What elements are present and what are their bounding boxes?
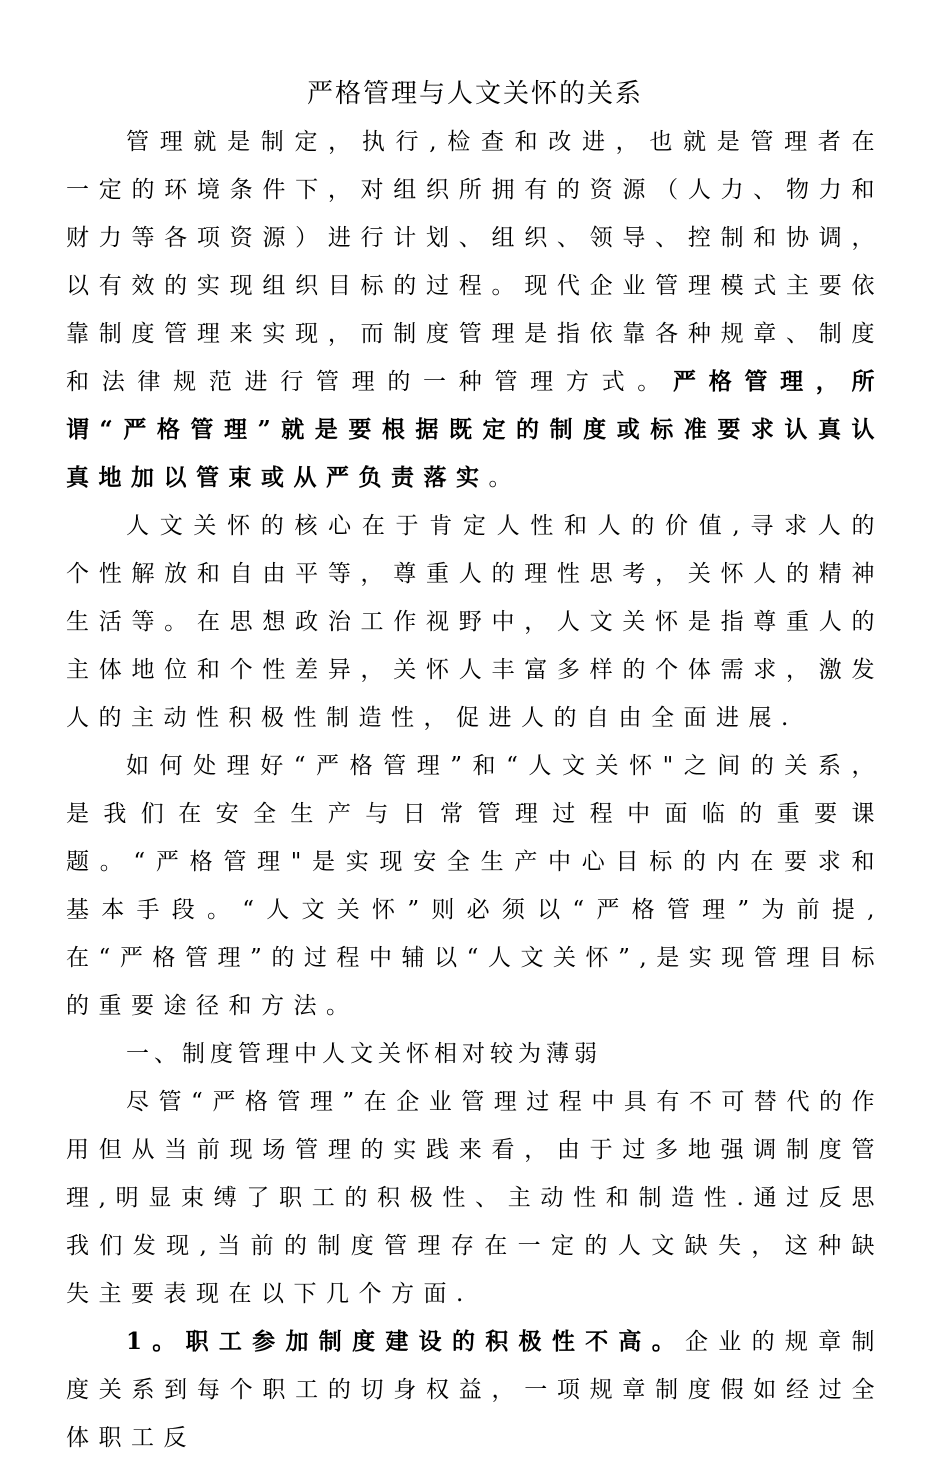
document-page	[66, 70, 884, 1462]
paragraph-text: 企业的规章制度关系到每个职工的切身权益，一项规章制度假如经过全体职工反	[66, 1329, 884, 1451]
paragraph-humanistic-care: 人文关怀的核心在于肯定人性和人的价值,寻求人的个性解放和自由平等，尊重人的理性思考，关怀人的精神生活等。在思想政治工作视野中，人文关怀是指尊重人的主体地位和个性差异，关怀人丰富多样的个体需求，激发人的主动性积极性制造性，促进人的自由全面进展.	[66, 513, 884, 731]
section-heading-1: 一、制度管理中人文关怀相对较为薄弱	[126, 1041, 602, 1067]
paragraph-management-definition	[66, 118, 884, 502]
paragraph-point-1	[66, 1318, 884, 1462]
paragraph-relationship: 如何处理好“严格管理”和“人文关怀"之间的关系，是我们在安全生产与日常管理过程中面临的重要课题。“严格管理"是实现安全生产中心目标的内在要求和基本手段。“人文关怀”则必须以“严格管理”为前提,在“严格管理”的过程中辅以“人文关怀”,是实现管理目标的重要途径和方法。	[66, 753, 884, 1019]
paragraph-tail: 。	[488, 465, 521, 491]
bold-point-1-title: 1。职工参加制度建设的积极性不高。	[126, 1328, 686, 1355]
paragraph-weakness: 尽管“严格管理”在企业管理过程中具有不可替代的作用但从当前现场管理的实践来看，由于过多地强调制度管理,明显束缚了职工的积极性、主动性和制造性.通过反思我们发现,当前的制度管理存在一定的人文缺失，这种缺失主要表现在以下几个方面.	[66, 1089, 884, 1307]
document-title: 严格管理与人文关怀的关系	[306, 79, 643, 109]
paragraph-text: 管理就是制定，执行,检查和改进，也就是管理者在一定的环境条件下，对组织所拥有的资源（人力、物力和财力等各项资源）进行计划、组织、领导、控制和协调，以有效的实现组织目标的过程。现代企业管理模式主要依靠制度管理来实现，而制度管理是指依靠各种规章、制度和法律规范进行管理的一种管理方式。	[66, 129, 884, 395]
bold-definition-strict-management: 严格管理，所谓“严格管理”就是要根据既定的制度或标准要求认真认真地加以管束或从严负责落实	[66, 368, 885, 491]
